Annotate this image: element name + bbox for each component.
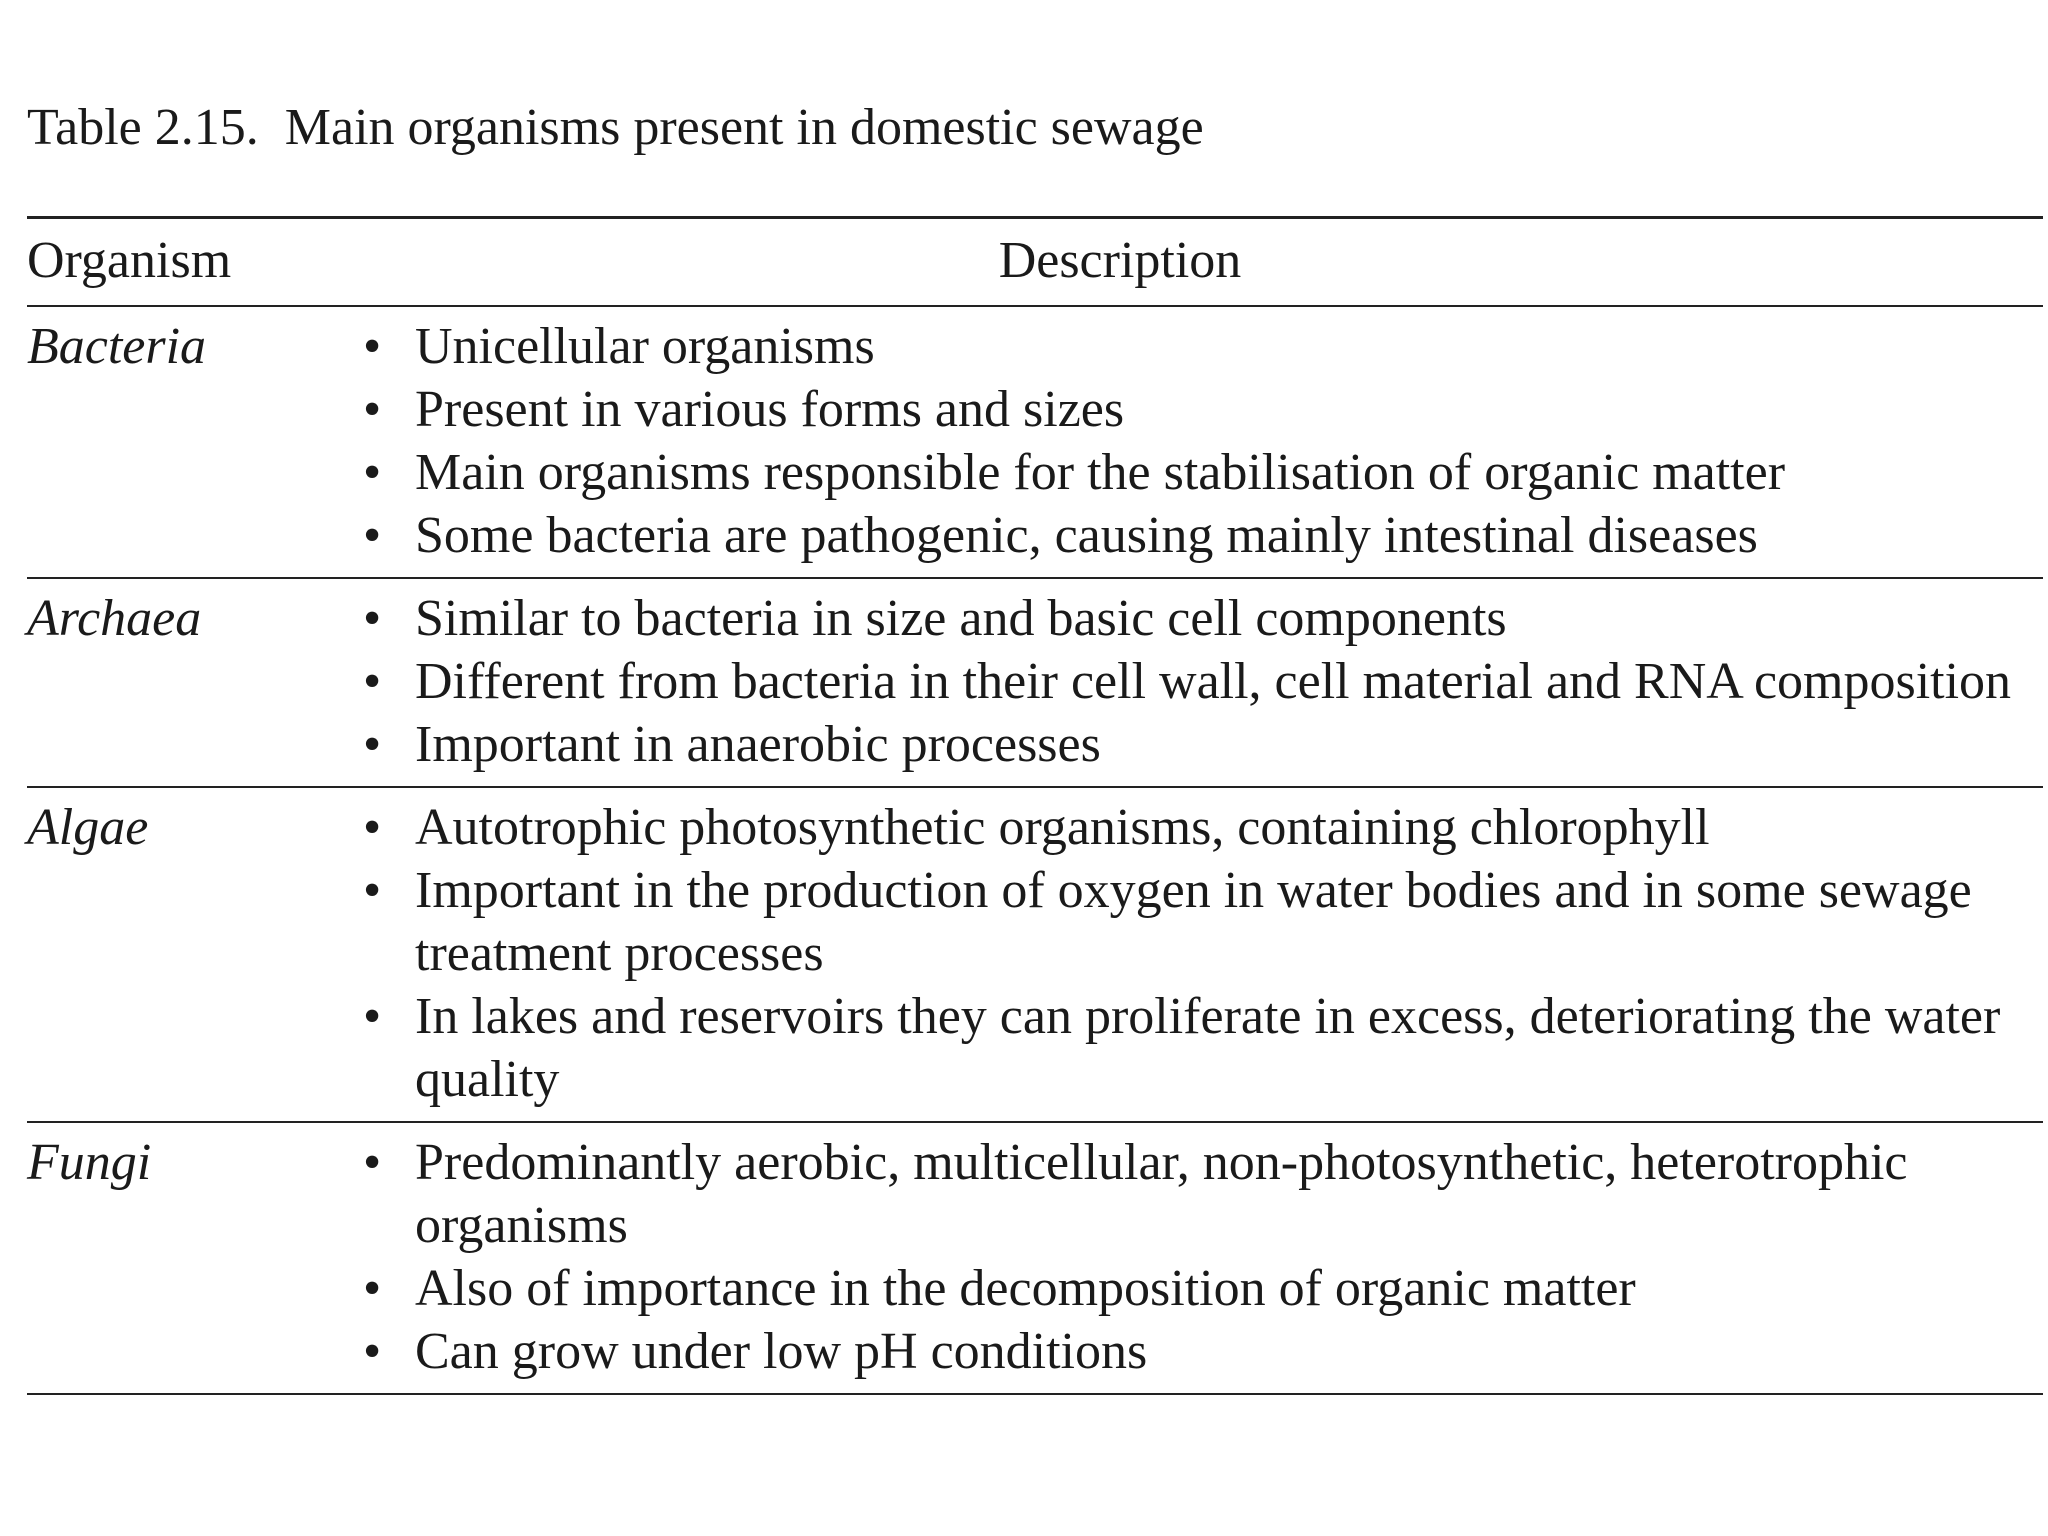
- list-item: [357, 713, 2043, 776]
- bullet-icon: •: [363, 507, 382, 564]
- description-cell: [357, 306, 2043, 578]
- description-cell: [357, 578, 2043, 787]
- description-list: [357, 315, 2043, 567]
- list-item: [357, 441, 2043, 504]
- list-item: [357, 1320, 2043, 1383]
- bullet-icon: •: [363, 1134, 382, 1191]
- list-item-text: Important in the production of oxygen in water bodies and in some sewage treatment processes: [415, 862, 1972, 982]
- bullet-icon: •: [363, 381, 382, 438]
- table-row: [27, 306, 2043, 578]
- column-header-description: Description: [357, 218, 2043, 307]
- table-header-row: [27, 218, 2043, 307]
- list-item-text: Present in various forms and sizes: [415, 381, 1125, 438]
- bullet-icon: •: [363, 1323, 382, 1380]
- list-item-text: Some bacteria are pathogenic, causing mainly intestinal diseases: [415, 507, 1758, 564]
- list-item: [357, 378, 2043, 441]
- organism-name: Archaea: [27, 578, 357, 787]
- bullet-icon: •: [363, 862, 382, 919]
- list-item: [357, 650, 2043, 713]
- description-list: [357, 1131, 2043, 1383]
- table-title: Main organisms present in domestic sewage: [284, 99, 1204, 156]
- list-item-text: In lakes and reservoirs they can proliferate in excess, deteriorating the water quality: [415, 988, 2001, 1108]
- list-item: [357, 1257, 2043, 1320]
- bullet-icon: •: [363, 988, 382, 1045]
- list-item: [357, 859, 2043, 985]
- table-row: [27, 787, 2043, 1122]
- list-item: [357, 315, 2043, 378]
- bullet-icon: •: [363, 799, 382, 856]
- bullet-icon: •: [363, 653, 382, 710]
- list-item-text: Predominantly aerobic, multicellular, non-photosynthetic, heterotrophic organisms: [415, 1134, 1908, 1254]
- list-item-text: Similar to bacteria in size and basic cell components: [415, 590, 1507, 647]
- bullet-icon: •: [363, 716, 382, 773]
- list-item-text: Important in anaerobic processes: [415, 716, 1101, 773]
- list-item: [357, 504, 2043, 567]
- bullet-icon: •: [363, 1260, 382, 1317]
- description-cell: [357, 787, 2043, 1122]
- description-cell: [357, 1122, 2043, 1394]
- list-item-text: Unicellular organisms: [415, 318, 875, 375]
- list-item-text: Different from bacteria in their cell wall, cell material and RNA composition: [415, 653, 2012, 710]
- list-item-text: Main organisms responsible for the stabilisation of organic matter: [415, 444, 1786, 501]
- organisms-table: [27, 216, 2043, 1395]
- table-row: [27, 578, 2043, 787]
- bullet-icon: •: [363, 590, 382, 647]
- list-item: [357, 796, 2043, 859]
- table-row: [27, 1122, 2043, 1394]
- document-page: [27, 96, 2043, 1395]
- column-header-organism: Organism: [27, 218, 357, 307]
- list-item-text: Also of importance in the decomposition of organic matter: [415, 1260, 1636, 1317]
- description-list: [357, 587, 2043, 776]
- list-item: [357, 587, 2043, 650]
- bullet-icon: •: [363, 318, 382, 375]
- list-item: [357, 1131, 2043, 1257]
- list-item-text: Autotrophic photosynthetic organisms, containing chlorophyll: [415, 799, 1710, 856]
- list-item-text: Can grow under low pH conditions: [415, 1323, 1148, 1380]
- organism-name: Fungi: [27, 1122, 357, 1394]
- table-caption: [27, 96, 2043, 160]
- table-number: Table 2.15.: [27, 99, 259, 156]
- organism-name: Bacteria: [27, 306, 357, 578]
- bullet-icon: •: [363, 444, 382, 501]
- description-list: [357, 796, 2043, 1111]
- list-item: [357, 985, 2043, 1111]
- organism-name: Algae: [27, 787, 357, 1122]
